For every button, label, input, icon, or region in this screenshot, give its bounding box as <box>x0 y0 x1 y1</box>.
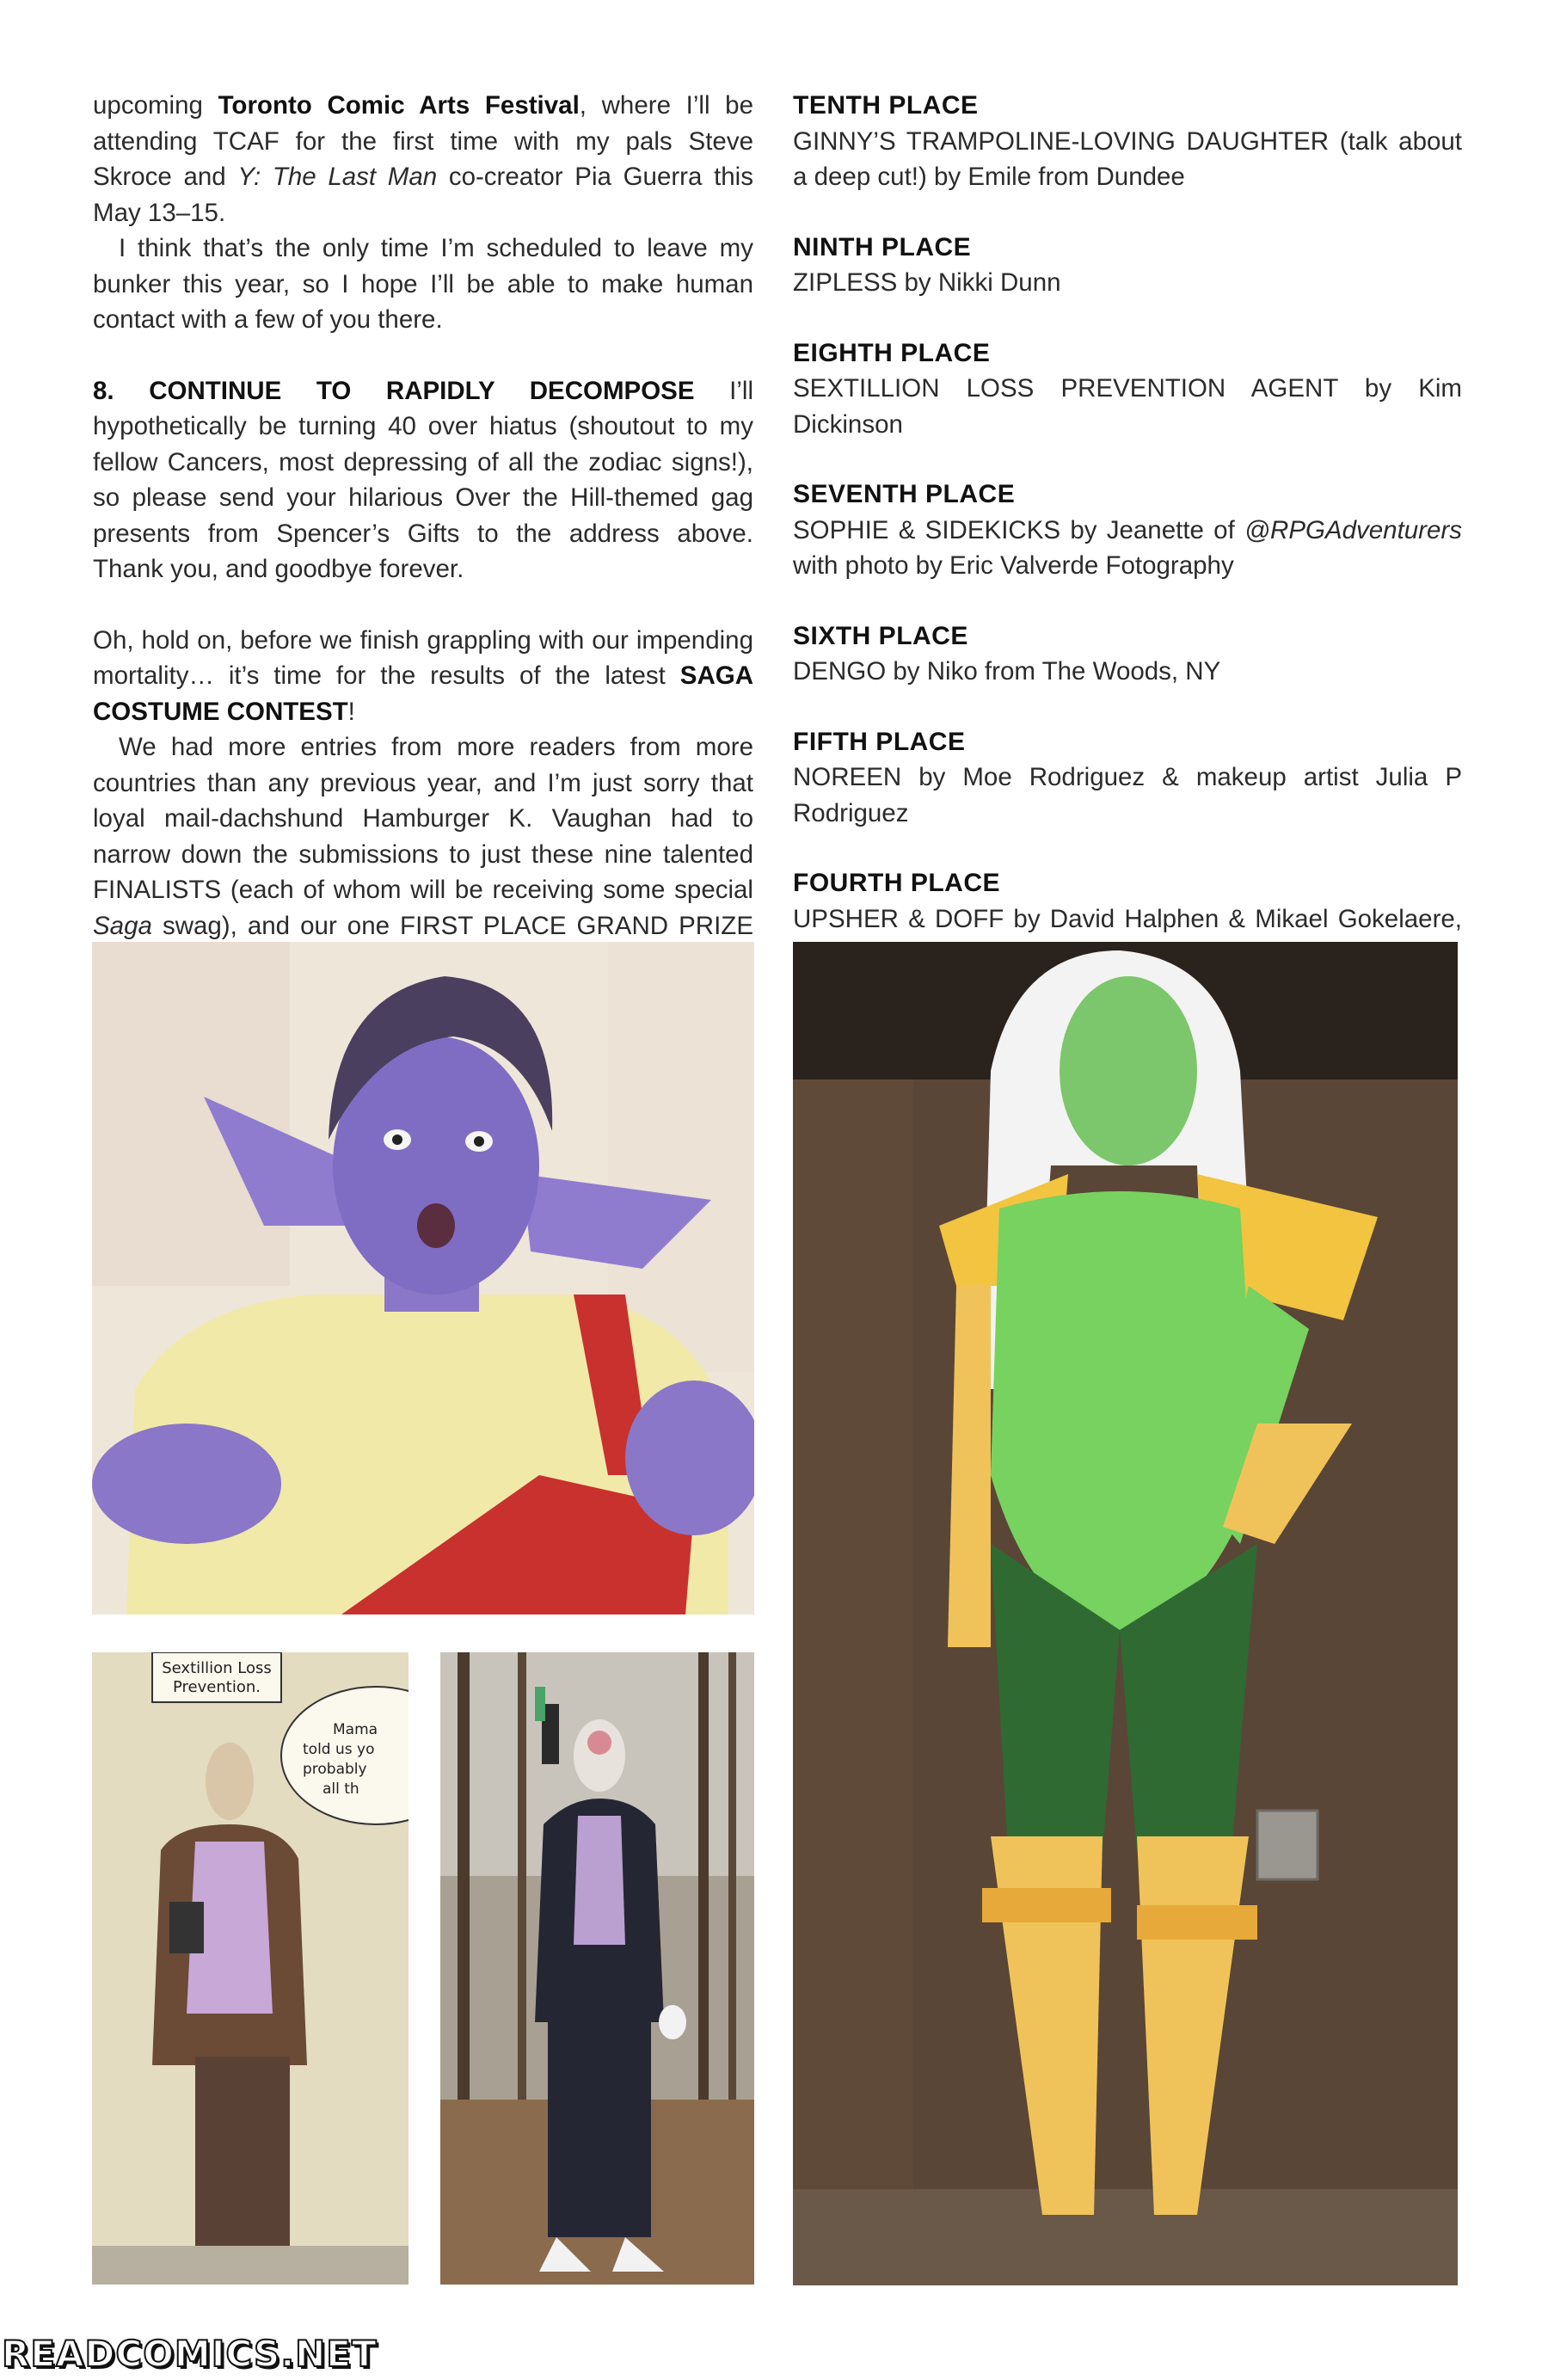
paragraph-decompose: 8. CONTINUE TO RAPIDLY DECOMPOSE I’ll hypothetically be turning 40 over hiatus (shoutout to my fellow Cancers, most depressing of all the zodiac signs!), so please send your hilarious Over the Hill-themed gag presents from Spencer’s Gifts to the address above. Thank you, and goodbye forever. <box>93 376 753 583</box>
right-column <box>793 88 1462 973</box>
photo-sextillion-costume <box>440 1652 754 2285</box>
comic-speech-line4: all th <box>322 1780 359 1798</box>
place-eighth <box>793 335 1462 443</box>
place-text: GINNY’S TRAMPOLINE-LOVING DAUGHTER (talk about a deep cut!) by Emile from Dundee <box>793 126 1462 191</box>
place-fifth <box>793 724 1462 832</box>
place-text: NOREEN by Moe Rodriguez & makeup artist Julia P Rodriguez <box>793 763 1462 827</box>
paragraph-entries: We had more entries from more readers from more countries than any previous year, and I’m just sorry that loyal mail-dachshund Hamburger K. Vaughan had to narrow down the submissions to just these nine talented FINALISTS (each of whom will be receiving some special Saga swag), and our one FIRST PLACE GRAND PRIZE <box>93 733 753 940</box>
paragraph-tcaf: upcoming Toronto Comic Arts Festival, where I’ll be attending TCAF for the first time with my pals Steve Skroce and Y: The Last Man co-creator Pia Guerra this May 13–15. <box>93 91 753 227</box>
place-text: UPSHER & DOFF by David Halphen & Mikael Gokelaere, <box>793 904 1462 933</box>
place-heading: EIGHTH PLACE <box>793 338 991 367</box>
comic-speech-line3: probably <box>303 1761 367 1778</box>
place-text: ZIPLESS by Nikki Dunn <box>793 268 1061 297</box>
comic-speech-line1: Mama <box>333 1721 378 1738</box>
place-tenth <box>793 88 1462 195</box>
photo-upsher-costume <box>793 942 1458 2285</box>
comic-speech-line2: told us yo <box>303 1741 375 1758</box>
place-text: DENGO by Niko from The Woods, NY <box>793 657 1221 686</box>
watermark-logo: READCOMICS.NET <box>2 2333 378 2375</box>
place-sixth <box>793 618 1462 690</box>
place-heading: FIFTH PLACE <box>793 727 966 756</box>
photo-sextillion-comic-panel <box>92 1652 408 2285</box>
place-ninth <box>793 230 1462 301</box>
comic-caption-line2: Prevention. <box>173 1678 261 1696</box>
place-heading: SEVENTH PLACE <box>793 480 1016 508</box>
photo-noreen-costume <box>92 942 754 1614</box>
paragraph-contest-intro: Oh, hold on, before we finish grappling with our impending mortality… it’s time for the results of the latest SAGA COSTUME CONTEST! <box>93 625 753 726</box>
place-heading: NINTH PLACE <box>793 232 972 261</box>
place-seventh <box>793 477 1462 584</box>
comic-caption-line1: Sextillion Loss <box>162 1659 272 1677</box>
place-heading: SIXTH PLACE <box>793 621 968 650</box>
place-text: SEXTILLION LOSS PREVENTION AGENT by Kim Dickinson <box>793 374 1462 439</box>
paragraph-bunker: I think that’s the only time I’m scheduled to leave my bunker this year, so I hope I’ll be able to make human contact with a few of you there. <box>93 234 753 334</box>
left-column <box>93 88 753 1015</box>
place-heading: FOURTH PLACE <box>793 869 1000 897</box>
place-text: SOPHIE & SIDEKICKS by Jeanette of @RPGAdventurers with photo by Eric Valverde Fotography <box>793 515 1462 580</box>
place-heading: TENTH PLACE <box>793 91 979 120</box>
